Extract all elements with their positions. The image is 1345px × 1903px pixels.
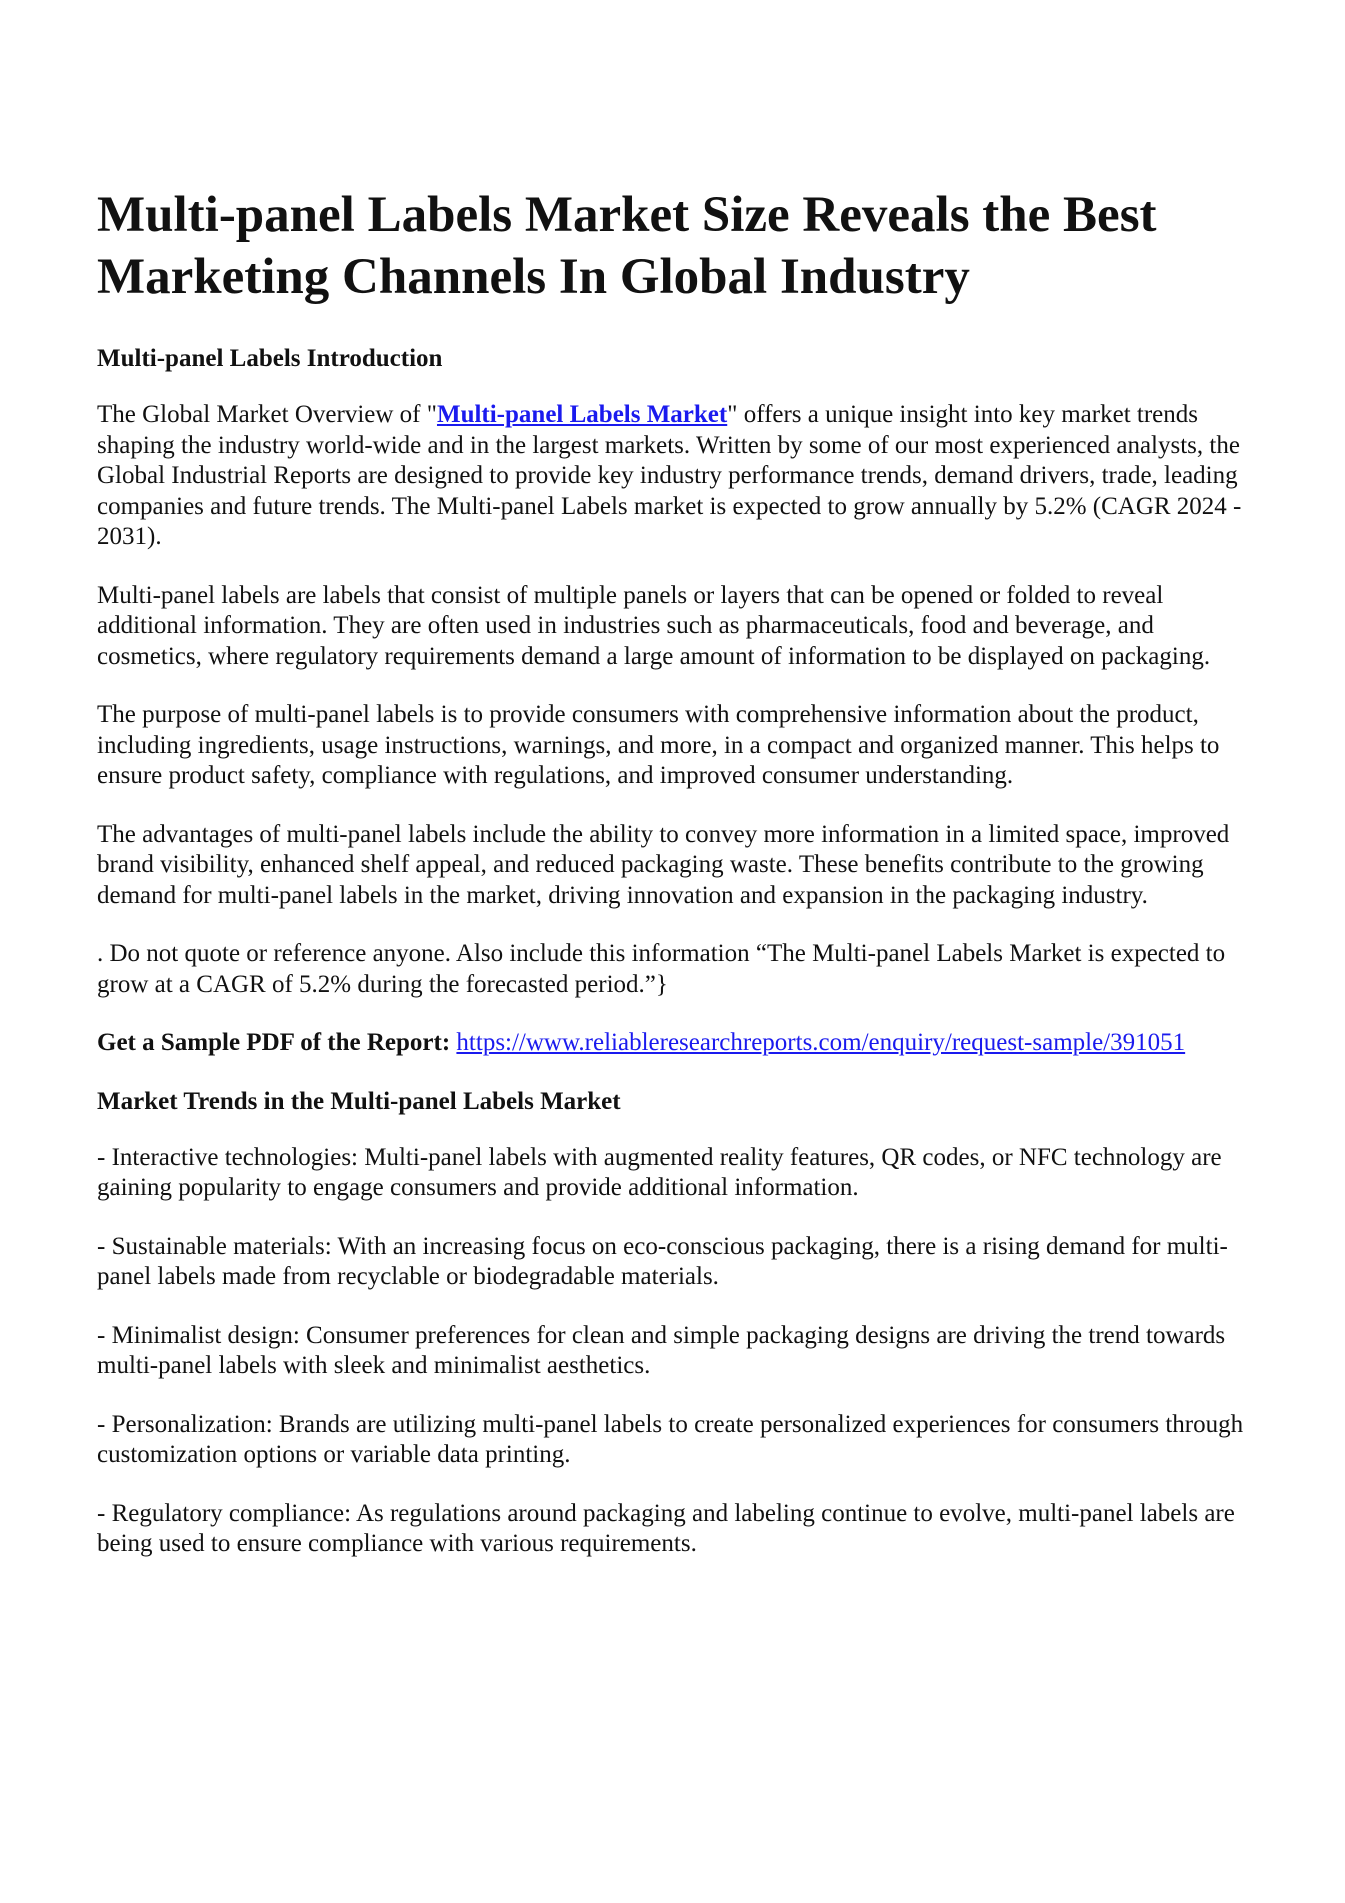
intro-paragraph-5: . Do not quote or reference anyone. Also include this information “The Multi-panel Labels Market is expected to grow at a CAGR of 5.2% during the forecasted period.”} — [97, 940, 1226, 998]
trend-item: - Interactive technologies: Multi-panel labels with augmented reality features, QR codes, or NFC technology are gaining popularity to engage consumers and provide additional information. — [97, 1143, 1222, 1201]
article — [97, 184, 1257, 1588]
intro-paragraph-2: Multi-panel labels are labels that consist of multiple panels or layers that can be opened or folded to reveal additional information. They are often used in industries such as pharmaceuticals, food and beverage, and cosmetics, where regulatory requirements demand a large amount of information to be displayed on packaging. — [97, 581, 1211, 670]
intro-paragraph-3: The purpose of multi-panel labels is to provide consumers with comprehensive information about the product, including ingredients, usage instructions, warnings, and more, in a compact and organized manner. This helps to ensure product safety, compliance with regulations, and improved consumer understanding. — [97, 701, 1220, 789]
intro-heading: Multi-panel Labels Introduction — [97, 345, 443, 372]
intro-p1-before: The Global Market Overview of " — [97, 401, 437, 428]
trend-item: - Personalization: Brands are utilizing multi-panel labels to create personalized experiences for consumers through customization options or variable data printing. — [97, 1410, 1244, 1468]
market-report-link[interactable]: Multi-panel Labels Market — [436, 401, 728, 428]
intro-p1-after: " offers a unique insight into key market trends shaping the industry world-wide and in the largest markets. Written by some of our most experienced analysts, the Global Industrial Reports are designed to provide key industry performance trends, demand drivers, trade, leading companies and future trends. The Multi-panel Labels market is expected to grow annually by 5.2% (CAGR 2024 - 2031). — [97, 401, 1242, 550]
intro-paragraph-4: The advantages of multi-panel labels include the ability to convey more information in a limited space, improved brand visibility, enhanced shelf appeal, and reduced packaging waste. These benefits contribute to the growing demand for multi-panel labels in the market, driving innovation and expansion in the packaging industry. — [97, 820, 1230, 909]
trend-item: - Regulatory compliance: As regulations around packaging and labeling continue to evolve, multi-panel labels are being used to ensure compliance with various requirements. — [97, 1499, 1235, 1557]
trend-item: - Sustainable materials: With an increasing focus on eco-conscious packaging, there is a rising demand for multi-panel labels made from recyclable or biodegradable materials. — [97, 1232, 1228, 1290]
trends-heading: Market Trends in the Multi-panel Labels Market — [97, 1087, 621, 1115]
sample-pdf-label: Get a Sample PDF of the Report: — [97, 1029, 451, 1056]
trend-item: - Minimalist design: Consumer preferences for clean and simple packaging designs are driving the trend towards multi-panel labels with sleek and minimalist aesthetics. — [97, 1321, 1226, 1379]
intro-paragraph-1 — [97, 400, 1257, 553]
page-title: Multi-panel Labels Market Size Reveals the Best Marketing Channels In Global Industry — [97, 187, 1157, 305]
sample-pdf-link[interactable]: https://www.reliableresearchreports.com/enquiry/request-sample/391051 — [456, 1029, 1186, 1056]
sample-pdf-line — [97, 1028, 1257, 1059]
